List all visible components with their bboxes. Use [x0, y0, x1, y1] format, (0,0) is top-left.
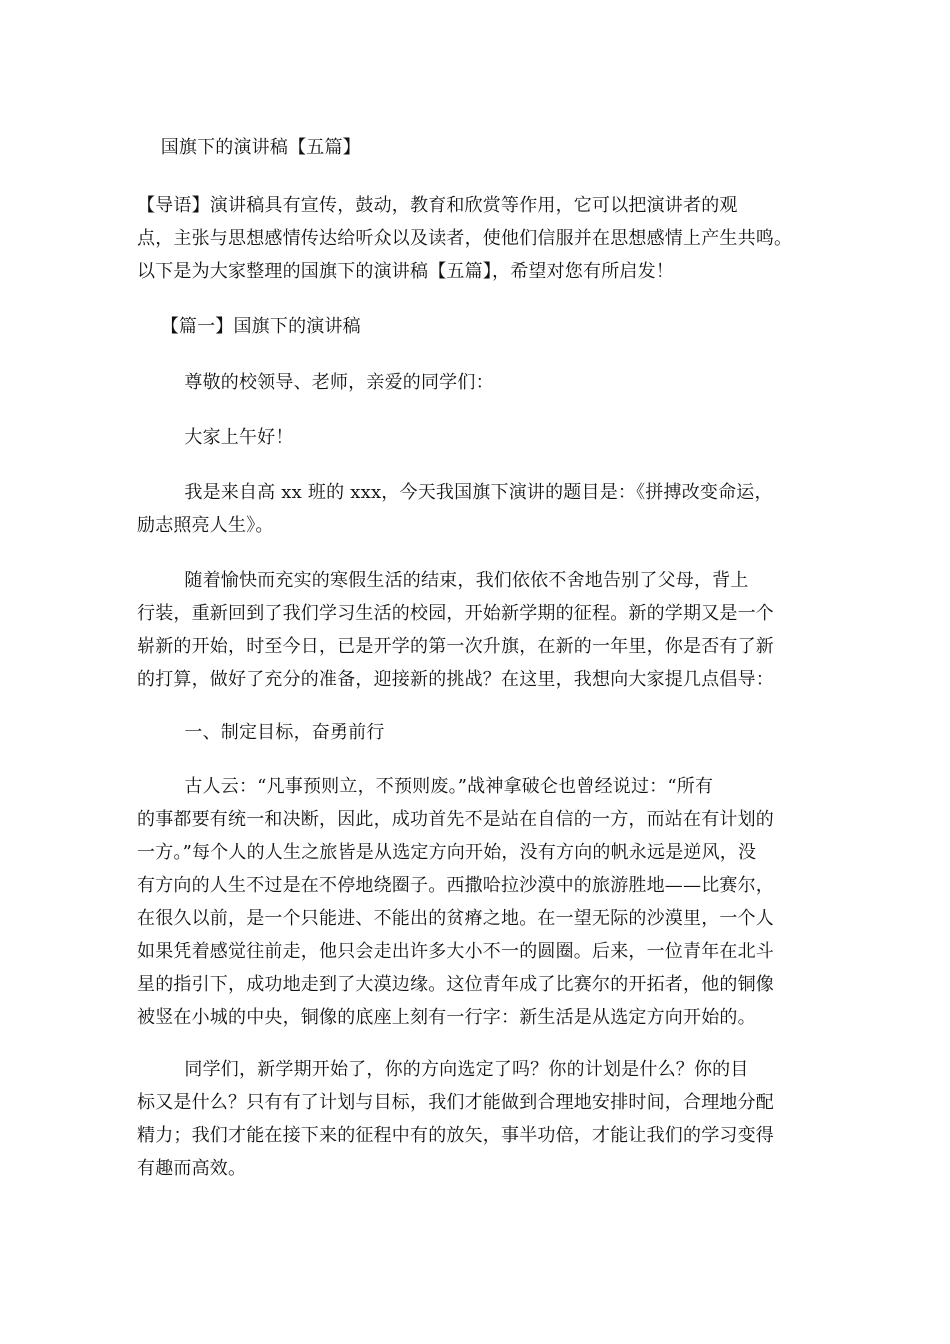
- paragraph-new-semester: 随着愉快而充实的寒假生活的结束，我们依依不舍地告别了父母，背上 行装，重新回到了我们学习生活的校园，开始新学期的征程。新的学期又是一个 崭新的开始，时至今日，已是开学的第一次升旗，在新的一年里，你是否有了新 的打算，做好了充分的准备，迎接新的挑战？在这里，我想向大家提几点倡导：: [137, 570, 774, 690]
- paragraph-self-intro: 我是来自高 xx 班的 xxx，今天我国旗下演讲的题目是：《拼搏改变命运， 励志照亮人生》。: [137, 482, 773, 536]
- section-heading-goal: 一、制定目标，奋勇前行: [137, 722, 385, 743]
- paragraph-students-plan: 同学们，新学期开始了，你的方向选定了吗？你的计划是什么？你的目 标又是什么？只有有了计划与目标，我们才能做到合理地安排时间，合理地分配 精力；我们才能在接下来的征程中有的放矢，事半功倍，才能让我们的学习变得 有趣而高效。: [137, 1059, 774, 1179]
- document-title: 国旗下的演讲稿【五篇】: [137, 137, 361, 158]
- paragraph-ancient-saying: 古人云：“凡事预则立，不预则废。”战神拿破仑也曾经说过：“所有 的事都要有统一和决断，因此，成功首先不是站在自信的一方，而站在有计划的 一方。”每个人的人生之旅皆是从选定方向开始，没有方向的帆永远是逆风，没 有方向的人生不过是在不停地绕圈子。西撒哈拉沙漠中的旅游胜地——比赛尔， 在很久以前，是一个只能进、不能出的贫瘠之地。在一望无际的沙漠里，一个人 如果凭着感觉往前走，他只会走出许多大小不一的圆圈。后来，一位青年在北斗 星的指引下，成功地走到了大漠边缘。这位青年成了比赛尔的开拓者，他的铜像 被竖在小城的中央，铜像的底座上刻有一行字：新生活是从选定方向开始的。: [137, 776, 774, 1028]
- paragraph-salutation: 尊敬的校领导、老师，亲爱的同学们：: [137, 372, 494, 393]
- paragraph-greeting: 大家上午好！: [137, 427, 294, 448]
- section-heading-part-one: 【篇一】国旗下的演讲稿: [137, 316, 361, 337]
- paragraph-intro: 【导语】演讲稿具有宣传，鼓动，教育和欣赏等作用，它可以把演讲者的观 点，主张与思想感情传达给听众以及读者，使他们信服并在思想感情上产生共鸣。 以下是为大家整理的国旗下的演讲稿【五篇】，希望对您有所启发！: [137, 195, 793, 282]
